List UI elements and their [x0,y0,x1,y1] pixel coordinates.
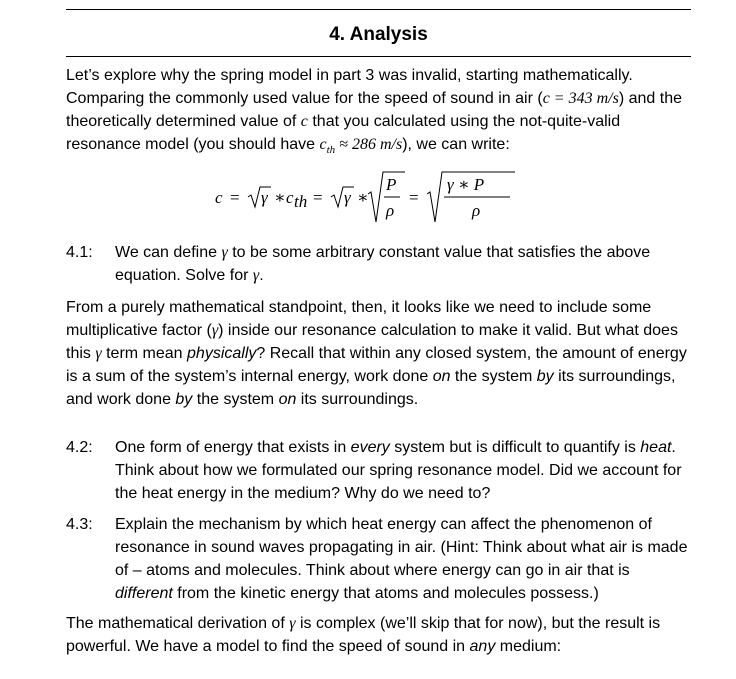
eq-times-1: ∗ [274,188,286,207]
eq-gammaP: γ ∗ P [447,175,485,194]
heading-rule [66,56,691,57]
eq-equals-1: = [230,188,240,207]
eq-times-2: ∗ [357,188,369,207]
section-heading: 4. Analysis [329,24,428,45]
eq-c: c [215,188,223,207]
question-text: One form of energy that exists in every system but is difficult to quantify is heat. Think about how we formulated our spring resonance model. Did we account for the heat energy in the medium? Why do we need to? [115,439,682,502]
intro-paragraph: Let’s explore why the spring model in part 3 was invalid, starting mathematically. Comparing the commonly used value for the speed of sound in air (c = 343 m/s) and the theoretically determined value of c that you calculated using the not-quite-valid resonance model (you should have $c_{th} \approx 286$ m/s), we can write: [66,67,682,157]
question-number: 4.3: [66,516,93,533]
eq-equals-3: = [409,188,419,207]
eq-P: P [386,175,397,194]
theoretical-speed: $c_{th} \approx 286$ m/s [319,136,403,157]
top-rule [66,9,691,10]
question-number: 4.1: [66,244,93,261]
eq-cth-sub: th [294,192,308,211]
conclusion-paragraph: The mathematical derivation of γ is complex (we’ll skip that for now), but the result is powerful. We have a model to find the speed of sound in any medium: [66,615,661,655]
eq-gamma-1: γ [261,188,268,207]
physics-paragraph: From a purely mathematical standpoint, then, it looks like we need to include some multiplicative factor (γ) inside our resonance calculation to make it valid. But what does this γ term mean physically? Recall that within any closed system, the amount of energy is a sum of the system’s internal energy, work done on the system by its surroundings, and work done by the system on its surroundings. [66,299,687,408]
eq-rho-2: ρ [472,201,481,220]
question-text: Explain the mechanism by which heat energy can affect the phenomenon of resonance in sound waves propagating in air. (Hint: Think about what air is made of – atoms and molecules. Think about where energy can go in air that is different from the kinetic energy that atoms and molecules possess.) [115,516,688,602]
eq-equals-2: = [313,188,323,207]
question-number: 4.2: [66,439,93,456]
speed-equation [215,170,545,228]
eq-cth: c [286,188,294,207]
speed-of-sound-value: c = 343 m/s [542,90,619,107]
question-text: We can define γ to be some arbitrary constant value that satisfies the above equation. Solve for γ. [115,244,651,284]
eq-rho-1: ρ [386,201,395,220]
eq-gamma-2: γ [344,188,351,207]
